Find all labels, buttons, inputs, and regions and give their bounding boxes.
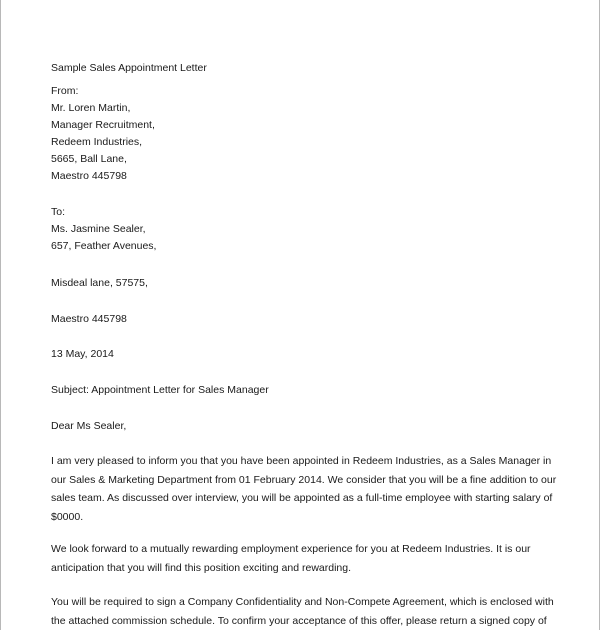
- to-line: Ms. Jasmine Sealer,: [51, 223, 146, 235]
- letter-salutation: Dear Ms Sealer,: [51, 420, 127, 432]
- letter-date: 13 May, 2014: [51, 348, 114, 360]
- to-city-line: Maestro 445798: [51, 313, 127, 325]
- paragraph-line: sales team. As discussed over interview, you will be appointed as a full-time employee with starting salary of: [51, 492, 553, 504]
- to-label: To:: [51, 206, 66, 218]
- document-heading: Sample Sales Appointment Letter: [51, 62, 207, 74]
- body-paragraph-1: [51, 452, 557, 526]
- body-paragraph-2: [51, 540, 546, 577]
- letter-subject: Subject: Appointment Letter for Sales Manager: [51, 384, 269, 396]
- from-line: 5665, Ball Lane,: [51, 153, 127, 165]
- paragraph-line: We look forward to a mutually rewarding employment experience for you at Redeem Industries. It is our: [51, 543, 531, 555]
- paragraph-line: our Sales & Marketing Department from 01 February 2014. We consider that you will be a fine addition to our: [51, 473, 557, 486]
- body-paragraph-3: [51, 593, 554, 630]
- from-label: From:: [51, 85, 79, 97]
- from-line: Maestro 445798: [51, 170, 127, 182]
- from-line: Manager Recruitment,: [51, 119, 155, 131]
- from-line: Redeem Industries,: [51, 136, 143, 148]
- paragraph-line: $0000.: [51, 510, 84, 523]
- from-line: Mr. Loren Martin,: [51, 102, 131, 114]
- to-line: 657, Feather Avenues,: [51, 240, 157, 252]
- paragraph-line: anticipation that you will find this position exciting and rewarding.: [51, 561, 352, 574]
- paragraph-line: I am very pleased to inform you that you have been appointed in Redeem Industries, as a Sales Manager in: [51, 455, 552, 467]
- to-address-line: Misdeal lane, 57575,: [51, 277, 148, 289]
- paragraph-line: You will be required to sign a Company Confidentiality and Non-Compete Agreement, which is enclosed with: [51, 596, 554, 608]
- paragraph-line: the attached commission schedule. To confirm your acceptance of this offer, please return a signed copy of: [51, 614, 547, 627]
